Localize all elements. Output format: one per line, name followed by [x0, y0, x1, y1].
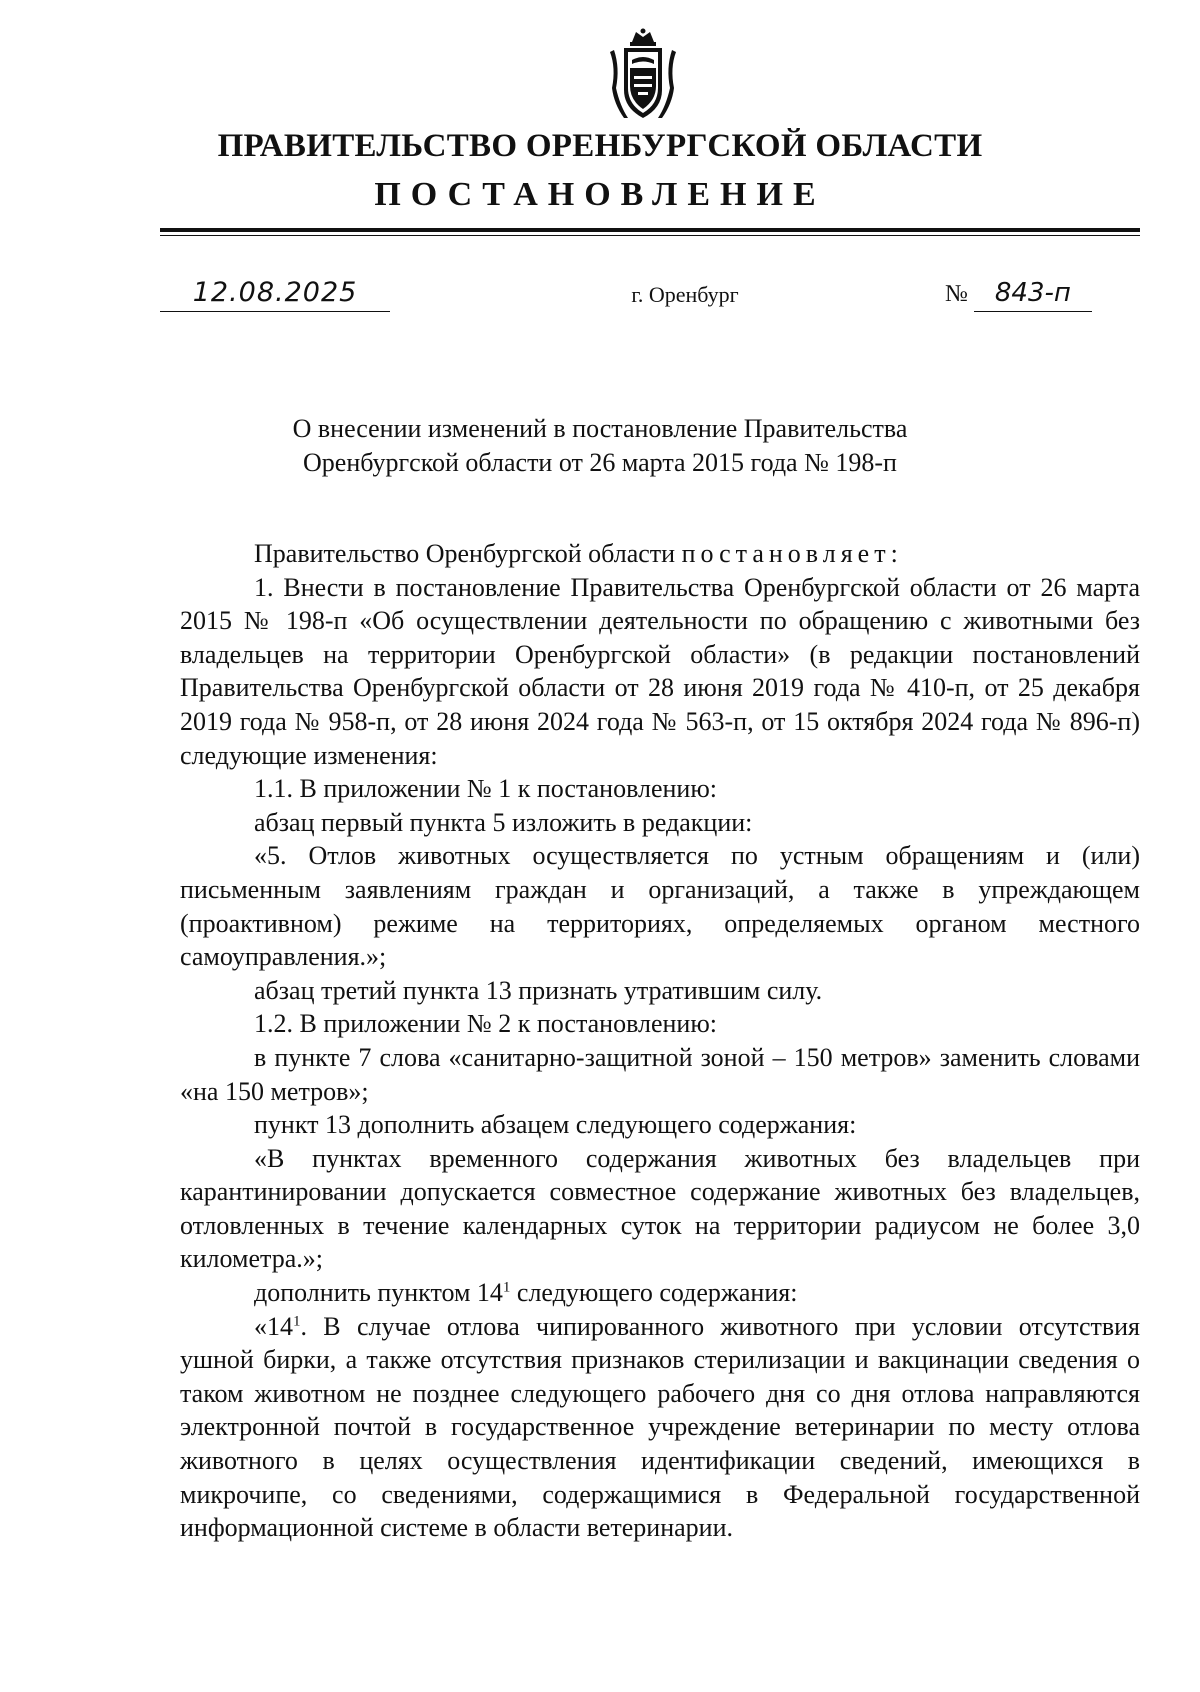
preamble-subject: Правительство Оренбургской области — [254, 539, 676, 568]
paragraph-point-7: в пункте 7 слова «санитарно-защитной зоной – 150 метров» заменить словами «на 150 метров»; — [180, 1042, 1140, 1106]
add-superscript: 1 — [502, 1279, 511, 1296]
paragraph-1-1: 1.1. В приложении № 1 к постановлению: — [254, 774, 717, 804]
paragraph-point-13: пункт 13 дополнить абзацем следующего содержания: — [254, 1110, 857, 1140]
document-type: ПОСТАНОВЛЕНИЕ — [374, 176, 826, 213]
preamble-verb: постановляет: — [681, 539, 903, 568]
paragraph-1: 1. Внести в постановление Правительства Оренбургской области от 26 марта 2015 № 198-п «Об осуществлении деятельности по обращению с животными без владельцев на территории Оренбургской области» (в редакции постановлений Правительства Оренбургской области от 28 июня 2019 года № 410-п, от 25 декабря 2019 года № 958-п, от 28 июня 2024 года № 563-п, от 15 октября 2024 года № 896-п) следующие изменения: — [180, 572, 1140, 770]
paragraph-1-2: 1.2. В приложении № 2 к постановлению: — [254, 1009, 717, 1039]
document-subject — [0, 412, 1200, 480]
add-text-a: дополнить пунктом 14 — [254, 1278, 503, 1308]
number-value: 843-п — [974, 275, 1092, 312]
header-rule-thin — [160, 235, 1140, 236]
paragraph-abzac-3: абзац третий пункта 13 признать утратившим силу. — [254, 975, 823, 1005]
document-date: 12.08.2025 — [160, 275, 390, 312]
paragraph-quote-5: «5. Отлов животных осуществляется по устным обращениям и (или) письменным заявлениям граждан и организаций, а также в упреждающем (проактивном) режиме на территориях, определяемых органом местного самоуправления.»; — [180, 841, 1140, 972]
quote14-superscript: 1 — [293, 1313, 301, 1329]
preamble — [180, 537, 1140, 571]
document-city: г. Оренбург — [631, 282, 739, 307]
quote14-text-b: . В случае отлова чипированного животного при условии отсутствия ушной бирки, а также отсутствия признаков стерилизации и вакцинации сведения о таком животном не позднее следующего рабочего дня со дня отлова направляются электронной почтой в государственное учреждение ветеринарии по месту отлова животного в целях осуществления идентификации сведений, имеющихся в микрочипе, со сведениями, содержащимися в Федеральной государственной информационной системе в области ветеринарии. — [180, 1311, 1140, 1543]
subject-line-1: О внесении изменений в постановление Правительства — [292, 414, 908, 443]
quote14-text-a: «14 — [254, 1311, 293, 1341]
header-rule-thick — [160, 228, 1140, 232]
document-body — [180, 537, 1140, 1545]
government-title: ПРАВИТЕЛЬСТВО ОРЕНБУРГСКОЙ ОБЛАСТИ — [217, 128, 983, 164]
paragraph-add-14-1 — [180, 1276, 1140, 1310]
paragraph-abzac-1: абзац первый пункта 5 изложить в редакции: — [254, 807, 753, 837]
add-text-b: следующего содержания: — [510, 1278, 798, 1308]
subject-line-2: Оренбургской области от 26 марта 2015 года № 198-п — [303, 448, 897, 477]
document-number — [945, 275, 1092, 312]
paragraph-quote-14-1 — [180, 1310, 1140, 1545]
number-sign: № — [945, 281, 968, 307]
paragraph-quote-13: «В пунктах временного содержания животных без владельцев при карантинировании допускается совместное содержание животных без владельцев, отловленных в течение календарных суток на территории радиусом не более 3,0 километра.»; — [180, 1143, 1140, 1274]
coat-of-arms-emblem — [610, 28, 676, 124]
